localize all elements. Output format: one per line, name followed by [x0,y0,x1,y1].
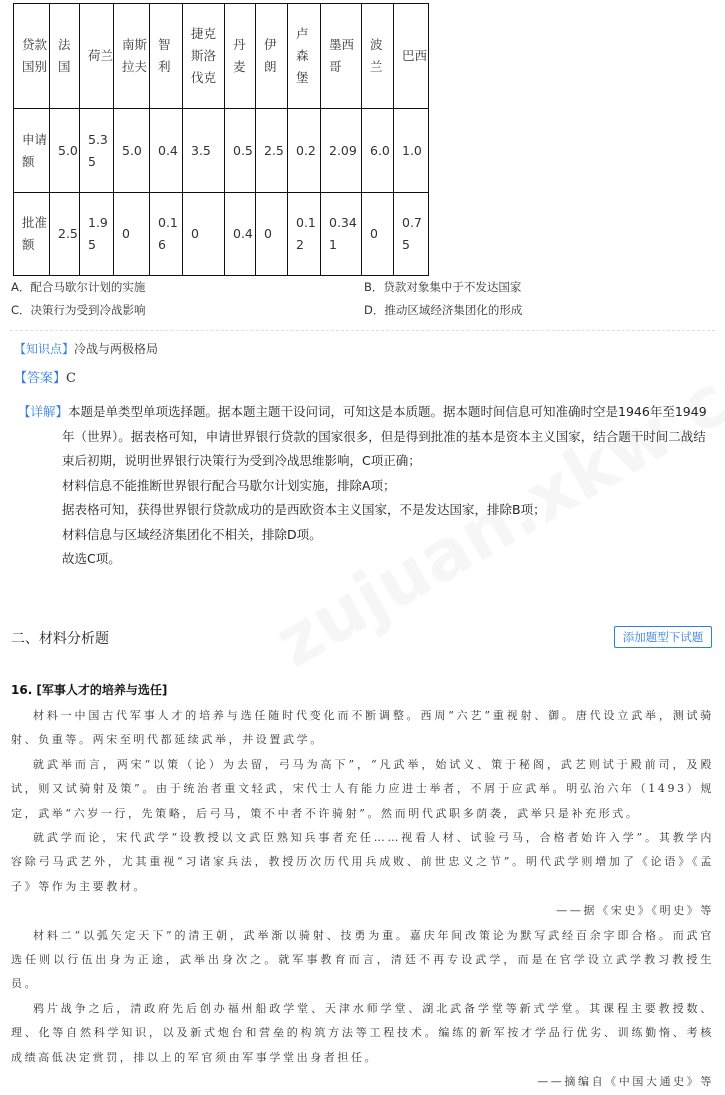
material-paragraph: 就武举而言，两宋“以策（论）为去留，弓马为高下”，“凡武举，始试义、策于秘阁，武艺则试于殿前司，及殿试，则又试骑射及策”。由于统治者重文轻武，宋代士人有能力应进士举者，不屑于应武举。明弘治六年（1493）规定，武举“六岁一行，先策略，后弓马，策不中者不许骑射”。然而明代武职多荫袭，武举只是补充形式。 [11,757,714,820]
question-title: 16. [军事人才的培养与选任] [11,683,168,697]
table-cell: 2.5 [50,193,80,276]
table-cell: 5.0 [114,109,150,193]
answer [14,367,76,386]
knowledge-value: 冷战与两极格局 [74,342,159,356]
question-material [11,704,714,1095]
section-title: 二、材料分析题 [11,631,109,647]
table-cell: 贷款国别 [14,4,50,109]
answer-value: C [66,371,76,386]
loan-table [13,3,429,276]
table-cell: 1.0 [394,109,429,193]
table-cell: 0.4 [150,109,183,193]
table-cell: 0.16 [150,193,183,276]
table-cell: 巴西 [394,4,429,109]
table-cell: 0.75 [394,193,429,276]
option-d: D．推动区域经济集团化的形成 [364,303,523,317]
table-cell: 2.09 [321,109,362,193]
table-row [14,193,429,276]
table-cell: 卢森堡 [288,4,321,109]
table-cell: 0.2 [288,109,321,193]
option-b: B．贷款对象集中于不发达国家 [364,280,522,294]
material-source: ——摘编自《中国大通史》等 [537,1075,714,1089]
table-cell: 1.95 [80,193,114,276]
table-cell: 0.341 [321,193,362,276]
table-cell: 批准额 [14,193,50,276]
detail-line: 故选C项。 [62,551,121,566]
material-paragraph: 材料二“以弧矢定天下”的清王朝，武举渐以骑射、技勇为重。嘉庆年间改策论为默写武经百余字即合格。而武官选任则以行伍出身为正途，武举出身次之。就军事教育而言，清廷不再专设武学，而是在官学设立武学教习教授生员。 [11,928,714,991]
add-question-button[interactable]: 添加题型下试题 [614,626,712,648]
table-cell: 5.35 [80,109,114,193]
table-header-row [14,4,429,109]
table-cell: 墨西哥 [321,4,362,109]
table-cell: 智利 [150,4,183,109]
detail-label: 【详解】 [18,404,69,419]
material-paragraph: 就武学而论，宋代武学“设教授以文武臣熟知兵事者充任……视看人材、试验弓马，合格者始许入学”。其教学内容除弓马武艺外，尤其重视“习诸家兵法，教授历次历代用兵成败、前世忠义之节”。明代武学则增加了《论语》《孟子》等作为主要教材。 [11,831,714,893]
material-paragraph: 材料一中国古代军事人才的培养与选任随时代变化而不断调整。西周“六艺”重视射、御。唐代设立武举，测试骑射、负重等。两宋至明代都延续武举，并设置武学。 [11,709,714,747]
table-cell: 5.0 [50,109,80,193]
table-cell: 波兰 [362,4,394,109]
table-cell: 捷克斯洛伐克 [183,4,225,109]
answer-label: 【答案】 [14,371,67,386]
table-cell: 3.5 [183,109,225,193]
table-cell: 申请额 [14,109,50,193]
table-cell: 0 [183,193,225,276]
table-cell: 0.12 [288,193,321,276]
knowledge-point [14,340,158,357]
detail-text: 本题是单类型单项选择题。据本题主题干设问词，可知这是本质题。据本题时间信息可知准确时空是1946年至1949年（世界）。据表格可知，申请世界银行贷款的国家很多，但是得到批准的基本是资本主义国家，结合题干时间二战结束后初期，说明世界银行决策行为受到冷战思维影响，C项正确； [62,404,707,468]
table-cell: 0 [362,193,394,276]
table-cell: 南斯拉夫 [114,4,150,109]
table-cell: 法国 [50,4,80,109]
detail-line: 材料信息与区域经济集团化不相关，排除D项。 [62,526,322,542]
table-cell: 伊朗 [256,4,288,109]
table-cell: 荷兰 [80,4,114,109]
detail-line: 据表格可知，获得世界银行贷款成功的是西欧资本主义国家，不是发达国家，排除B项； [62,502,546,517]
table-cell: 丹麦 [225,4,256,109]
divider [10,330,715,331]
table-cell: 0 [256,193,288,276]
table-cell: 0.5 [225,109,256,193]
detail-line: 材料信息不能推断世界银行配合马歇尔计划实施，排除A项； [62,477,396,493]
table-cell: 0.4 [225,193,256,276]
knowledge-label: 【知识点】 [14,342,75,356]
table-cell: 6.0 [362,109,394,193]
table-cell: 2.5 [256,109,288,193]
option-c: C．决策行为受到冷战影响 [11,303,146,317]
option-a: A．配合马歇尔计划的实施 [11,280,146,294]
material-source: ——据《宋史》《明史》等 [556,904,714,918]
table-row [14,109,429,193]
explanation [18,400,713,572]
table-cell: 0 [114,193,150,276]
material-paragraph: 鸦片战争之后，清政府先后创办福州船政学堂、天津水师学堂、湖北武备学堂等新式学堂。其课程主要教授数、理、化等自然科学知识，以及新式炮台和营垒的构筑方法等工程技术。编练的新军按才学品行优劣、训练勤惰、考核成绩高低决定赏罚，排以上的军官须由军事学堂出身者担任。 [11,1001,714,1064]
